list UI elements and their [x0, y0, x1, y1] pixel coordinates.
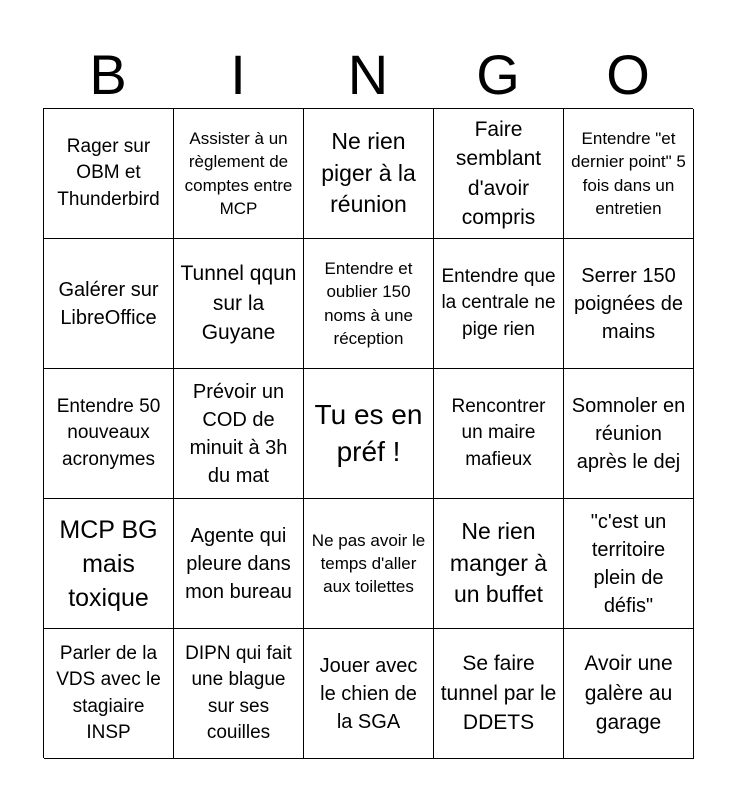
header-letter-g: G	[476, 43, 520, 106]
bingo-cell-5-4[interactable]	[434, 629, 564, 759]
bingo-cell-text: Ne rien manger à un buffet	[449, 517, 548, 608]
bingo-cell-1-2[interactable]	[174, 109, 304, 239]
bingo-cell-text: Avoir une galère au garage	[584, 652, 673, 735]
bingo-cell-4-2[interactable]	[174, 499, 304, 629]
bingo-cell-text: Somnoler en réunion après le dej	[571, 394, 686, 473]
bingo-cell-1-1[interactable]	[44, 109, 174, 239]
bingo-cell-text: Assister à un règlement de comptes entre MCP	[184, 129, 293, 218]
bingo-cell-text: Ne rien piger à la réunion	[321, 127, 416, 218]
bingo-cell-text: Ne pas avoir le temps d'aller aux toilettes	[311, 530, 426, 597]
bingo-cell-3-1[interactable]	[44, 369, 174, 499]
bingo-cell-text: Rager sur OBM et Thunderbird	[57, 136, 160, 210]
bingo-cell-text: Entendre 50 nouveaux acronymes	[56, 396, 161, 470]
bingo-cell-3-5[interactable]	[564, 369, 694, 499]
bingo-cell-2-5[interactable]	[564, 239, 694, 369]
bingo-cell-text: DIPN qui fait une blague sur ses couilles	[185, 643, 292, 743]
bingo-cell-text: Entendre "et dernier point" 5 fois dans un entretien	[571, 129, 686, 218]
bingo-cell-5-1[interactable]	[44, 629, 174, 759]
bingo-cell-text: Se faire tunnel par le DDETS	[440, 652, 557, 735]
bingo-cell-text: "c'est un territoire plein de défis"	[590, 510, 667, 617]
bingo-cell-free-center[interactable]	[304, 369, 434, 499]
header-letter-n: N	[347, 43, 389, 106]
bingo-header	[43, 42, 693, 108]
bingo-board	[43, 108, 693, 758]
bingo-cell-text: Agente qui pleure dans mon bureau	[185, 524, 292, 603]
bingo-cell-4-3[interactable]	[304, 499, 434, 629]
bingo-cell-1-4[interactable]	[434, 109, 564, 239]
bingo-cell-text: Faire semblant d'avoir compris	[455, 117, 542, 229]
bingo-cell-2-4[interactable]	[434, 239, 564, 369]
bingo-cell-2-1[interactable]	[44, 239, 174, 369]
bingo-cell-4-1[interactable]	[44, 499, 174, 629]
bingo-cell-3-4[interactable]	[434, 369, 564, 499]
bingo-cell-4-4[interactable]	[434, 499, 564, 629]
bingo-cell-text: Jouer avec le chien de la SGA	[319, 654, 418, 733]
bingo-cell-1-5[interactable]	[564, 109, 694, 239]
bingo-cell-text: MCP BG mais toxique	[59, 515, 158, 612]
bingo-cell-1-3[interactable]	[304, 109, 434, 239]
bingo-cell-2-3[interactable]	[304, 239, 434, 369]
header-letter-o: O	[606, 43, 650, 106]
bingo-cell-5-5[interactable]	[564, 629, 694, 759]
bingo-cell-text: Entendre que la centrale ne pige rien	[441, 266, 556, 340]
bingo-cell-4-5[interactable]	[564, 499, 694, 629]
bingo-cell-text: Galérer sur LibreOffice	[58, 278, 159, 329]
bingo-cell-2-2[interactable]	[174, 239, 304, 369]
bingo-cell-3-2[interactable]	[174, 369, 304, 499]
bingo-cell-5-3[interactable]	[304, 629, 434, 759]
bingo-cell-text: Tunnel qqun sur la Guyane	[180, 262, 297, 345]
bingo-cell-text: Rencontrer un maire mafieux	[451, 396, 546, 470]
bingo-cell-text: Entendre et oublier 150 noms à une réception	[324, 259, 413, 348]
bingo-cell-text: Serrer 150 poignées de mains	[574, 264, 683, 343]
bingo-cell-text: Tu es en préf !	[314, 399, 423, 467]
header-letter-b: B	[89, 43, 127, 106]
bingo-cell-text: Prévoir un COD de minuit à 3h du mat	[189, 380, 288, 487]
bingo-cell-text: Parler de la VDS avec le stagiaire INSP	[56, 643, 161, 743]
header-letter-i: I	[230, 43, 246, 106]
bingo-cell-5-2[interactable]	[174, 629, 304, 759]
